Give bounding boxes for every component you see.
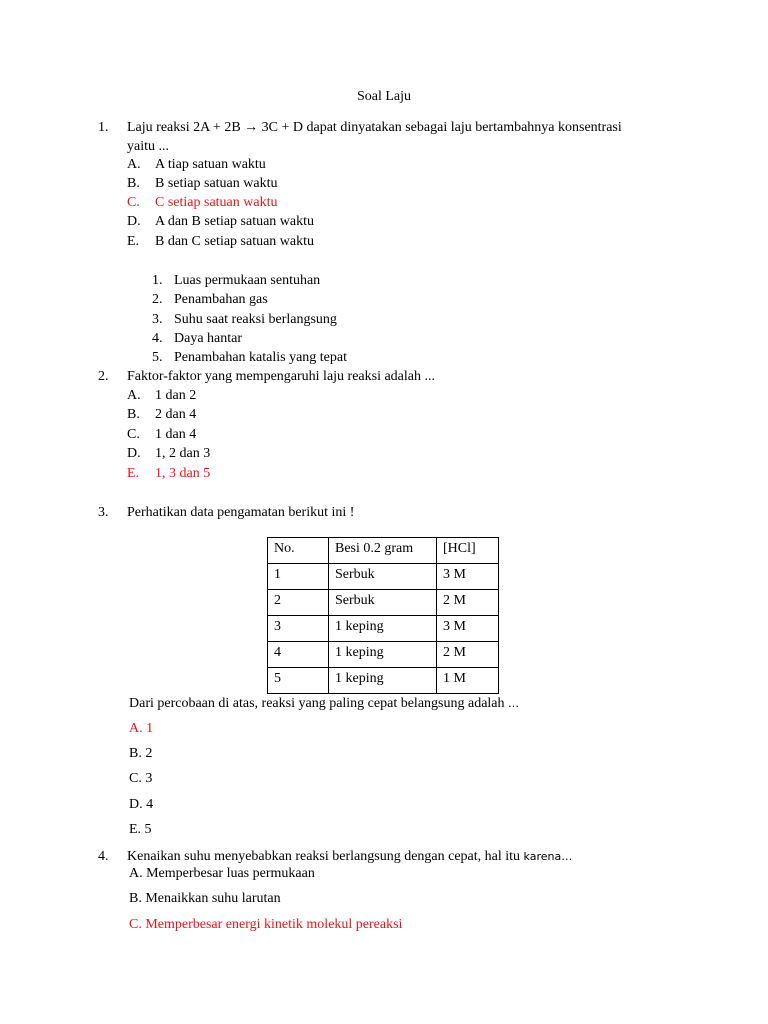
table-row bbox=[268, 564, 499, 590]
question-3-prompt: Dari percobaan di atas, reaksi yang paling cepat belangsung adalah … bbox=[129, 696, 520, 711]
question-1-text: Laju reaksi 2A + 2B → 3C + D dapat dinyatakan sebagai laju bertambahnya konsentrasi bbox=[127, 120, 622, 135]
q2-option-b: B. 2 dan 4 bbox=[127, 407, 197, 422]
q1-option-b: B. B setiap satuan waktu bbox=[127, 176, 278, 191]
q2-option-a: A. 1 dan 2 bbox=[127, 388, 197, 403]
q3-option-e: E. 5 bbox=[129, 822, 152, 837]
table-header-cell: [HCl] bbox=[437, 538, 499, 564]
factor-item: 5. Penambahan katalis yang tepat bbox=[152, 350, 347, 365]
table-cell: 1 bbox=[268, 564, 329, 590]
table-cell: 3 M bbox=[437, 564, 499, 590]
table-cell: 4 bbox=[268, 642, 329, 668]
table-row bbox=[268, 668, 499, 694]
q3-option-a-answer: A. 1 bbox=[129, 721, 154, 736]
q1-option-a: A. A tiap satuan waktu bbox=[127, 157, 266, 172]
table-cell: 1 keping bbox=[329, 668, 437, 694]
table-cell: 3 M bbox=[437, 616, 499, 642]
observation-table bbox=[267, 537, 499, 694]
table-row bbox=[268, 590, 499, 616]
table-header-cell: No. bbox=[268, 538, 329, 564]
factor-item: 4. Daya hantar bbox=[152, 331, 243, 346]
q4-option-c-answer: C. Memperbesar energi kinetik molekul pereaksi bbox=[129, 917, 403, 932]
question-3-text: Perhatikan data pengamatan berikut ini ! bbox=[127, 505, 355, 520]
table-cell: 5 bbox=[268, 668, 329, 694]
q3-option-b: B. 2 bbox=[129, 746, 153, 761]
table-cell: 3 bbox=[268, 616, 329, 642]
factor-item: 1. Luas permukaan sentuhan bbox=[152, 273, 321, 288]
table-header-cell: Besi 0.2 gram bbox=[329, 538, 437, 564]
factor-item: 2. Penambahan gas bbox=[152, 292, 268, 307]
q1-option-e: E. B dan C setiap satuan waktu bbox=[127, 234, 315, 249]
table-cell: Serbuk bbox=[329, 564, 437, 590]
table-cell: 2 M bbox=[437, 642, 499, 668]
q2-option-d: D. 1, 2 dan 3 bbox=[127, 446, 211, 461]
table-row bbox=[268, 616, 499, 642]
table-row bbox=[268, 642, 499, 668]
q2-option-c: C. 1 dan 4 bbox=[127, 427, 197, 442]
page-title: Soal Laju bbox=[356, 89, 412, 104]
table-cell: 1 keping bbox=[329, 642, 437, 668]
question-4-number: 4. bbox=[98, 849, 109, 864]
table-cell: Serbuk bbox=[329, 590, 437, 616]
q1-option-d: D. A dan B setiap satuan waktu bbox=[127, 214, 315, 229]
q4-option-b: B. Menaikkan suhu larutan bbox=[129, 891, 281, 906]
table-header-row bbox=[268, 538, 499, 564]
table-cell: 1 M bbox=[437, 668, 499, 694]
q3-option-d: D. 4 bbox=[129, 797, 154, 812]
factor-item: 3. Suhu saat reaksi berlangsung bbox=[152, 312, 337, 327]
table-cell: 2 bbox=[268, 590, 329, 616]
question-3-number: 3. bbox=[98, 505, 109, 520]
question-2-text: Faktor-faktor yang mempengaruhi laju reaksi adalah ... bbox=[127, 369, 435, 384]
q3-option-c: C. 3 bbox=[129, 771, 153, 786]
q4-option-a: A. Memperbesar luas permukaan bbox=[129, 866, 315, 881]
question-1-text-cont: yaitu ... bbox=[127, 139, 169, 154]
question-4-text: Kenaikan suhu menyebabkan reaksi berlangsung dengan cepat, hal itu karena… bbox=[127, 849, 573, 864]
table-cell: 1 keping bbox=[329, 616, 437, 642]
q2-option-e-answer: E. 1, 3 dan 5 bbox=[127, 466, 211, 481]
question-2-number: 2. bbox=[98, 369, 109, 384]
question-1-number: 1. bbox=[98, 120, 109, 135]
table-cell: 2 M bbox=[437, 590, 499, 616]
q1-option-c-answer: C. C setiap satuan waktu bbox=[127, 195, 278, 210]
